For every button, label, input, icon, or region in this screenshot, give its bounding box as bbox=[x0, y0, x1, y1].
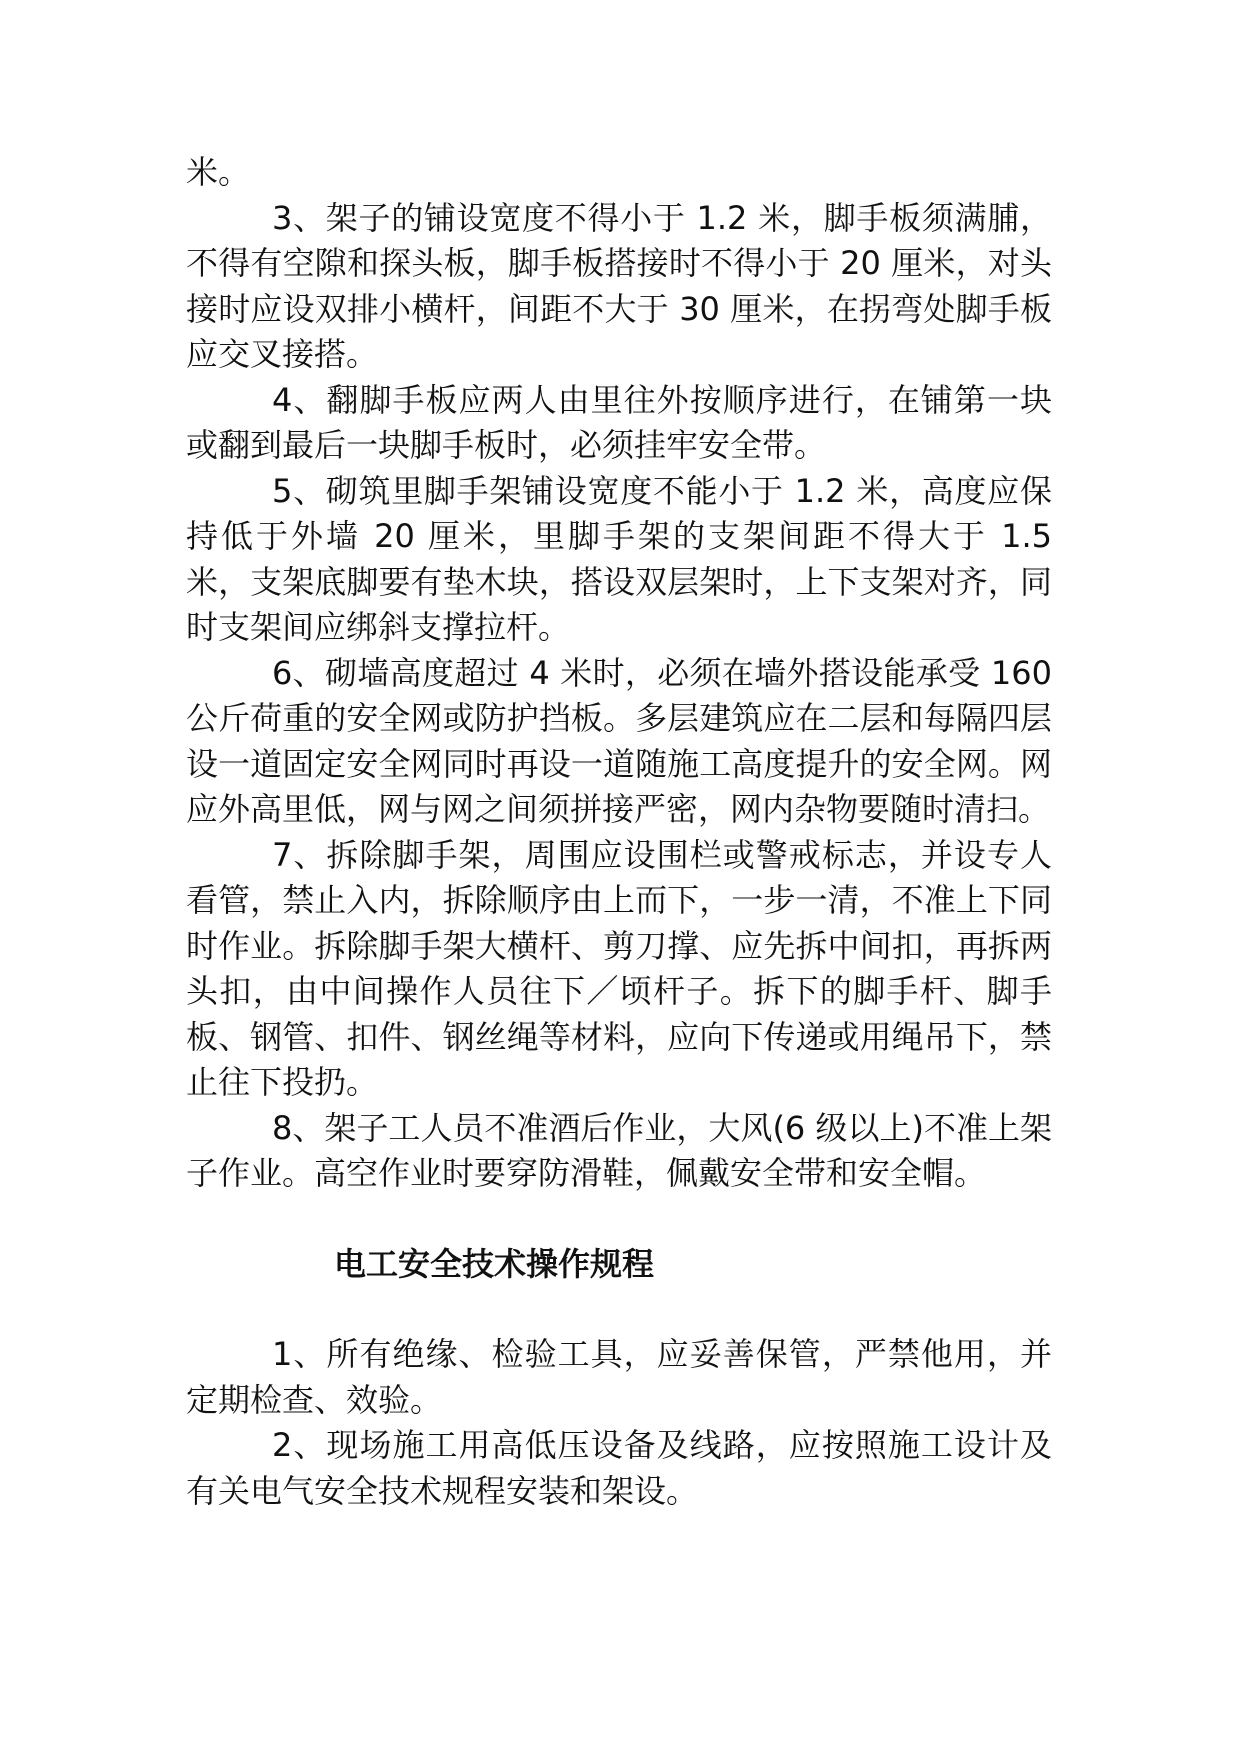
paragraph-item-4: 4、翻脚手板应两人由里往外按顺序进行，在铺第一块或翻到最后一块脚手板时，必须挂牢安全带。 bbox=[186, 380, 1052, 464]
paragraph-electric-2: 2、现场施工用高低压设备及线路，应按照施工设计及有关电气安全技术规程安装和架设。 bbox=[186, 1426, 1052, 1510]
paragraph-item-7: 7、拆除脚手架，周围应设围栏或警戒标志，并设专人看管，禁止入内，拆除顺序由上而下，一步一清，不准上下同时作业。拆除脚手架大横杆、剪刀撑、应先拆中间扣，再拆两头扣，由中间操作人员往下／顷杆子。拆下的脚手杆、脚手板、钢管、扣件、钢丝绳等材料，应向下传递或用绳吊下，禁止往下投扔。 bbox=[186, 835, 1052, 1101]
paragraph-electric-1: 1、所有绝缘、检验工具，应妥善保管，严禁他用，并定期检查、效验。 bbox=[186, 1335, 1052, 1419]
paragraph-item-8: 8、架子工人员不准酒后作业，大风(6 级以上)不准上架子作业。高空作业时要穿防滑鞋，佩戴安全带和安全帽。 bbox=[186, 1108, 1052, 1192]
paragraph-item-3: 3、架子的铺设宽度不得小于 1.2 米，脚手板须满脯，不得有空隙和探头板，脚手板搭接时不得小于 20 厘米，对头接时应设双排小横杆，间距不大于 30 厘米，在拐弯处脚手板应交叉接搭。 bbox=[186, 198, 1052, 373]
document-body bbox=[186, 150, 1052, 1514]
section-title: 电工安全技术操作规程 bbox=[334, 1244, 655, 1283]
paragraph-item-6: 6、砌墙高度超过 4 米时，必须在墙外搭设能承受 160 公斤荷重的安全网或防护挡板。多层建筑应在二层和每隔四层设一道固定安全网同时再设一道随施工高度提升的安全网。网应外高里低，网与网之间须拼接严密，网内杂物要随时清扫。 bbox=[186, 653, 1052, 828]
paragraph-continuation: 米。 bbox=[186, 153, 251, 191]
paragraph-item-5: 5、砌筑里脚手架铺设宽度不能小于 1.2 米，高度应保持低于外墙 20 厘米，里脚手架的支架间距不得大于 1.5 米，支架底脚要有垫木块，搭设双层架时，上下支架对齐，同时支架间应绑斜支撑拉杆。 bbox=[186, 471, 1052, 646]
